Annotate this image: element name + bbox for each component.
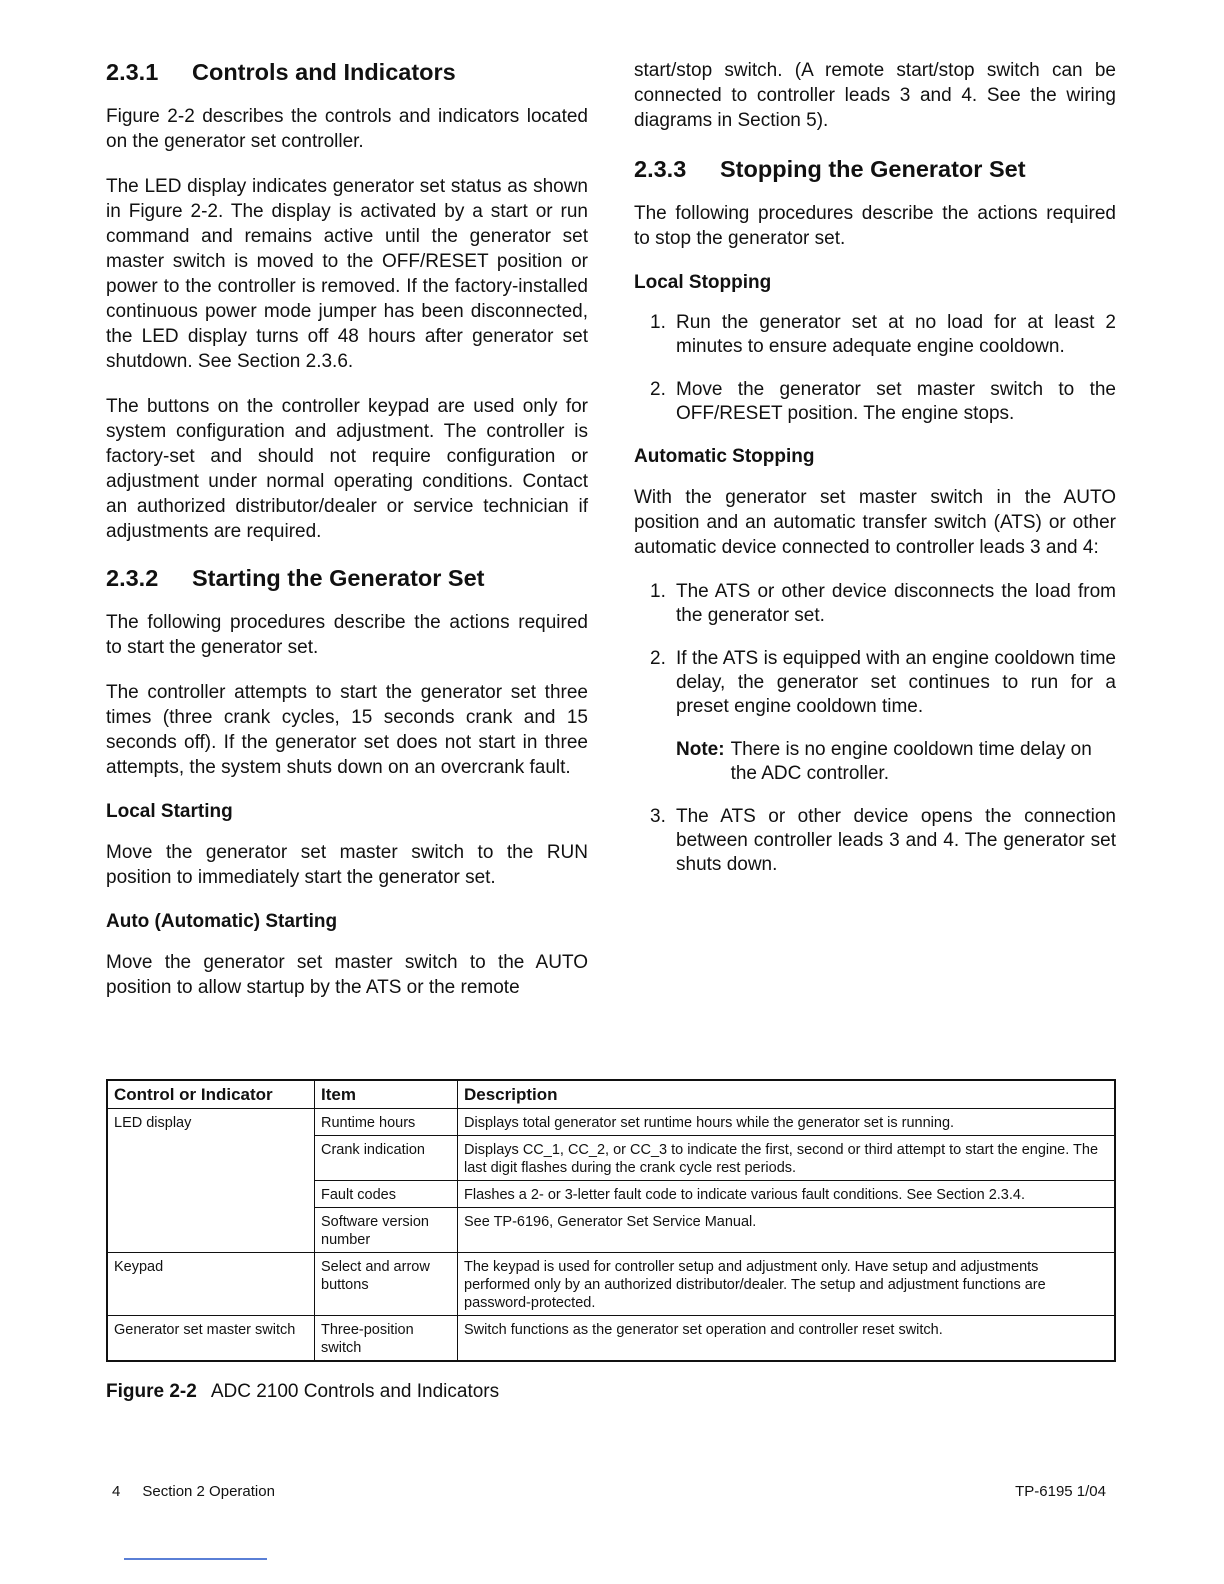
footer-section: Section 2 Operation — [142, 1483, 275, 1500]
section-number: 2.3.1 — [106, 59, 159, 85]
column-header: Item — [315, 1080, 458, 1109]
right-column — [634, 58, 1116, 896]
footer-left — [112, 1483, 275, 1500]
section-heading-2-3-1 — [106, 58, 588, 86]
section-title: Stopping the Generator Set — [720, 156, 1026, 182]
paragraph: Figure 2-2 describes the controls and indicators located on the generator set controller. — [106, 106, 588, 153]
list-number: 2. — [650, 647, 666, 669]
section-number: 2.3.2 — [106, 565, 159, 592]
description-cell: See TP-6196, Generator Set Service Manual. — [458, 1208, 1116, 1253]
paragraph: The controller attempts to start the generator set three times (three crank cycles, 15 seconds crank and 15 seconds off). If the generator set does not start in three attempts, the system shuts down on an overcrank fault. — [106, 682, 588, 779]
control-cell — [107, 1181, 315, 1208]
note-text: There is no engine cooldown time delay on the ADC controller. — [730, 738, 1092, 784]
list-text: Move the generator set master switch to the OFF/RESET position. The engine stops. — [676, 378, 1116, 424]
section-heading-2-3-3 — [634, 155, 1116, 183]
item-cell: Three-position switch — [315, 1316, 458, 1362]
list-text: The ATS or other device disconnects the load from the generator set. — [676, 580, 1116, 626]
controls-table — [106, 1079, 1116, 1362]
table-row — [107, 1208, 1115, 1253]
paragraph: start/stop switch. (A remote start/stop switch can be connected to controller leads 3 and 4. See the wiring diagrams in Section 5). — [634, 60, 1116, 131]
left-column — [106, 58, 588, 1020]
list-item — [634, 647, 1116, 719]
paragraph: The following procedures describe the actions required to stop the generator set. — [634, 203, 1116, 250]
table-row — [107, 1136, 1115, 1181]
table-row — [107, 1109, 1115, 1136]
figure-label: Figure 2-2 — [106, 1381, 197, 1402]
list-text: The ATS or other device opens the connection between controller leads 3 and 4. The generator set shuts down. — [676, 805, 1116, 875]
list-text: If the ATS is equipped with an engine cooldown time delay, the generator set continues to run for a preset engine cooldown time. — [676, 647, 1116, 717]
control-cell: Generator set master switch — [107, 1316, 315, 1362]
control-cell — [107, 1136, 315, 1181]
description-cell: Switch functions as the generator set operation and controller reset switch. — [458, 1316, 1116, 1362]
table-header-row — [107, 1080, 1115, 1109]
control-cell: Keypad — [107, 1253, 315, 1316]
section-heading-2-3-2 — [106, 564, 588, 592]
paragraph: The LED display indicates generator set status as shown in Figure 2-2. The display is activated by a start or run command and remains active until the generator set master switch is moved to the OFF/RESET position or power to the controller is removed. If the factory-installed continuous power mode jumper has been disconnected, the LED display turns off 48 hours after generator set shutdown. See Section 2.3.6. — [106, 176, 588, 373]
note — [676, 738, 1116, 786]
paragraph: The following procedures describe the actions required to start the generator set. — [106, 612, 588, 659]
description-cell: The keypad is used for controller setup and adjustment only. Have setup and adjustments performed only by an authorized distributor/dealer. The setup and adjustment functions are password-protected. — [458, 1253, 1116, 1316]
figure-caption — [106, 1381, 499, 1403]
table-row — [107, 1181, 1115, 1208]
subheading-auto-starting: Auto (Automatic) Starting — [106, 911, 338, 933]
item-cell: Fault codes — [315, 1181, 458, 1208]
section-title: Controls and Indicators — [192, 59, 456, 85]
paragraph: The buttons on the controller keypad are used only for system configuration and adjustment. The controller is factory-set and should not require configuration or adjustment under normal operating conditions. Contact an authorized distributor/dealer or service technician if adjustments are required. — [106, 396, 588, 543]
paragraph: Move the generator set master switch to the AUTO position to allow startup by the ATS or the remote — [106, 951, 588, 998]
list-number: 1. — [650, 580, 666, 602]
column-header: Control or Indicator — [107, 1080, 315, 1109]
item-cell: Select and arrow buttons — [315, 1253, 458, 1316]
column-header: Description — [458, 1080, 1116, 1109]
item-cell: Crank indication — [315, 1136, 458, 1181]
control-cell: LED display — [107, 1109, 315, 1136]
list-text: Run the generator set at no load for at least 2 minutes to ensure adequate engine cooldown. — [676, 311, 1116, 357]
item-cell: Software version number — [315, 1208, 458, 1253]
list-number: 2. — [650, 378, 666, 400]
description-cell: Displays CC_1, CC_2, or CC_3 to indicate the first, second or third attempt to start the engine. The last digit flashes during the crank cycle rest periods. — [458, 1136, 1116, 1181]
section-number: 2.3.3 — [634, 156, 687, 182]
footer-doc-id: TP-6195 1/04 — [1015, 1483, 1106, 1500]
subheading-local-stopping: Local Stopping — [634, 272, 772, 294]
description-cell: Flashes a 2- or 3-letter fault code to indicate various fault conditions. See Section 2.3.4. — [458, 1181, 1116, 1208]
list-item — [634, 311, 1116, 359]
description-cell: Displays total generator set runtime hours while the generator set is running. — [458, 1109, 1116, 1136]
paragraph: Move the generator set master switch to the RUN position to immediately start the generator set. — [106, 842, 588, 889]
table-row — [107, 1253, 1115, 1316]
list-number: 3. — [650, 805, 666, 827]
bottom-rule — [124, 1558, 267, 1560]
list-item — [634, 378, 1116, 426]
list-number: 1. — [650, 311, 666, 333]
subheading-automatic-stopping: Automatic Stopping — [634, 445, 815, 467]
item-cell: Runtime hours — [315, 1109, 458, 1136]
control-cell — [107, 1208, 315, 1253]
list-item — [634, 805, 1116, 877]
table-row — [107, 1316, 1115, 1362]
section-title: Starting the Generator Set — [192, 565, 485, 592]
figure-title: ADC 2100 Controls and Indicators — [210, 1381, 500, 1402]
list-item — [634, 580, 1116, 628]
note-label: Note: — [676, 738, 725, 760]
page-number: 4 — [112, 1483, 121, 1500]
paragraph: With the generator set master switch in the AUTO position and an automatic transfer switch (ATS) or other automatic device connected to controller leads 3 and 4: — [634, 486, 1116, 558]
subheading-local-starting: Local Starting — [106, 801, 233, 823]
